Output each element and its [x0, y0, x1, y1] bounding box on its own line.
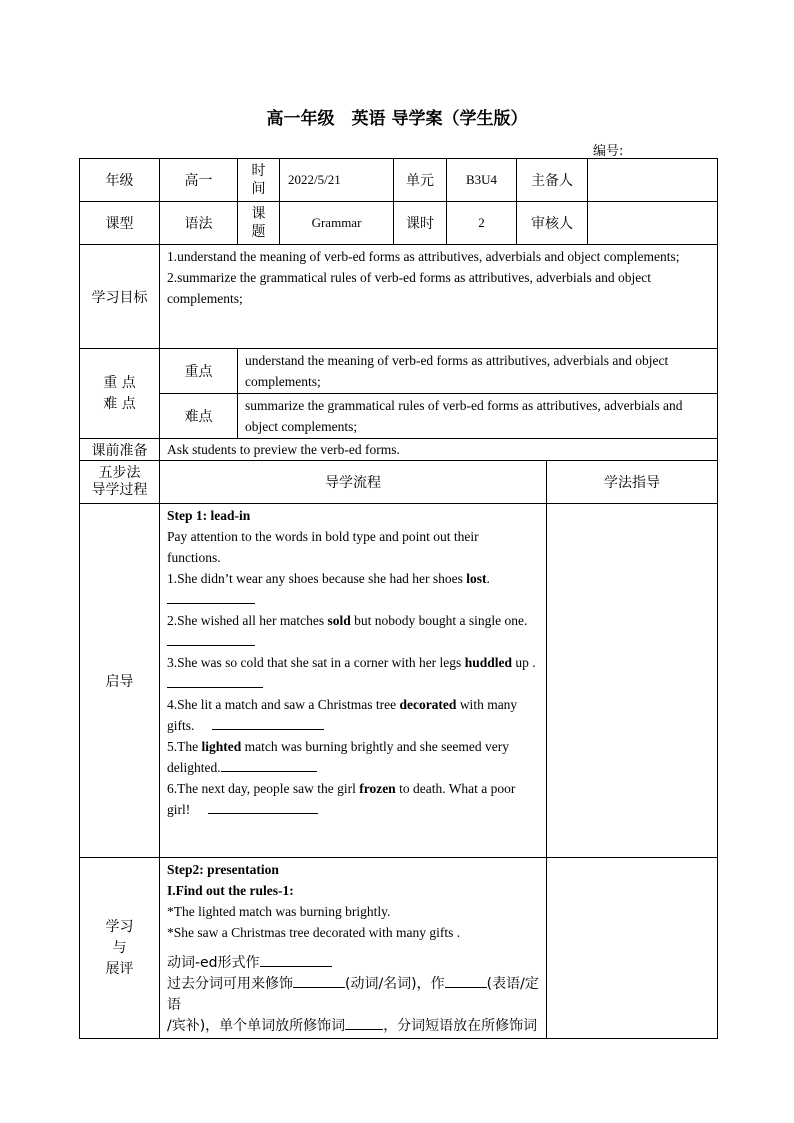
objective-1: 1.understand the meaning of verb-ed forms as attributives, adverbials and object complements;	[167, 249, 680, 264]
step1-answer-5[interactable]	[221, 758, 317, 772]
time-value: 2022/5/21	[280, 159, 394, 202]
type-value: 语法	[160, 202, 238, 245]
preparer-label: 主备人	[517, 159, 588, 202]
step1-sentence-4	[167, 694, 540, 736]
rule1-blank[interactable]	[260, 953, 332, 967]
reviewer-label: 审核人	[517, 202, 588, 245]
step1-sentence-6	[167, 778, 540, 820]
unit-label: 单元	[394, 159, 447, 202]
rule1-text: 动词-ed形式作	[167, 955, 260, 971]
key-point-label: 重点	[160, 349, 238, 394]
lesson-plan-table	[79, 158, 718, 1039]
key-difficult-label	[80, 349, 160, 439]
rule3-blank[interactable]	[345, 1016, 383, 1030]
s5-pre: 5.The	[167, 739, 202, 754]
step2-label-line2: 与	[112, 939, 127, 956]
s3-bold: huddled	[464, 655, 512, 670]
step2-rule-1	[167, 953, 540, 974]
step1-sentence-1	[167, 568, 540, 589]
s6-pre: 6.The next day, people saw the girl	[167, 781, 360, 796]
s6-post: to death. What a poor girl!	[167, 781, 516, 817]
s4-bold: decorated	[399, 697, 457, 712]
number-label: 编号:	[593, 144, 624, 159]
s2-pre: 2.She wished all her matches	[167, 613, 328, 628]
s2-bold: sold	[327, 613, 351, 628]
preparation-label: 课前准备	[80, 439, 160, 461]
step2-guide	[547, 858, 718, 1039]
objectives-text	[160, 245, 718, 349]
step2-label	[80, 858, 160, 1039]
key-label-line2: 难 点	[103, 395, 136, 412]
difficult-point-label: 难点	[160, 394, 238, 439]
step2-label-line3: 展评	[105, 960, 134, 977]
s2-post: but nobody bought a single one.	[350, 613, 528, 628]
preparer-value	[588, 159, 718, 202]
topic-label	[238, 202, 280, 245]
rule2a-text: 过去分词可用来修饰	[167, 976, 293, 992]
unit-value: B3U4	[447, 159, 517, 202]
key-point-text: understand the meaning of verb-ed forms as attributives, adverbials and object complements;	[238, 349, 718, 394]
key-label-line1: 重 点	[103, 374, 136, 391]
step1-sentence-3	[167, 652, 540, 673]
process-col1-header	[80, 461, 160, 504]
page-title: 高一年级 英语 导学案（学生版）	[266, 109, 528, 129]
s5-bold: lighted	[201, 739, 242, 754]
reviewer-value	[588, 202, 718, 245]
rule2-blank-a[interactable]	[293, 974, 345, 988]
grade-label: 年级	[80, 159, 160, 202]
process-col1-line2: 导学过程	[91, 482, 148, 498]
s4-post: with many gifts.	[167, 697, 518, 733]
process-col1-line1: 五步法	[98, 465, 141, 481]
rule2b-text: (动词/名词)，作	[345, 976, 445, 992]
step1-guide	[547, 504, 718, 858]
preparation-text: Ask students to preview the verb-ed forms.	[160, 439, 718, 461]
step2-subtitle: I.Find out the rules-1:	[167, 883, 294, 898]
process-col3-header: 学法指导	[547, 461, 718, 504]
step1-answer-6[interactable]	[208, 800, 318, 814]
objective-2: 2.summarize the grammatical rules of verb-ed forms as attributives, adverbials and object complements;	[167, 270, 651, 306]
topic-label-text: 课题	[251, 206, 266, 240]
s1-post: .	[486, 571, 490, 586]
step1-answer-2[interactable]	[167, 631, 540, 652]
s6-bold: frozen	[359, 781, 396, 796]
step1-answer-4[interactable]	[212, 716, 324, 730]
step1-answer-1[interactable]	[167, 589, 540, 610]
step2-label-line1: 学习	[105, 918, 134, 935]
step2-rule-2	[167, 974, 540, 1016]
step1-title: Step 1: lead-in	[167, 508, 251, 523]
step1-sentence-2	[167, 610, 540, 631]
s1-bold: lost	[466, 571, 487, 586]
type-label: 课型	[80, 202, 160, 245]
step1-content	[160, 504, 547, 858]
time-label	[238, 159, 280, 202]
difficult-point-text: summarize the grammatical rules of verb-ed forms as attributives, adverbials and object complements;	[238, 394, 718, 439]
hours-value: 2	[447, 202, 517, 245]
step1-intro: Pay attention to the words in bold type and point out their functions.	[167, 529, 479, 565]
step2-title: Step2: presentation	[167, 862, 279, 877]
step1-sentence-5	[167, 736, 540, 778]
s1-pre: 1.She didn’t wear any shoes because she had her shoes	[167, 571, 467, 586]
step2-example-2: *She saw a Christmas tree decorated with many gifts .	[167, 925, 461, 940]
objectives-label: 学习目标	[80, 245, 160, 349]
rule2-blank-b[interactable]	[445, 974, 487, 988]
rule3b-text: ，分词短语放在所修饰词	[383, 1018, 538, 1034]
step2-rule-3	[167, 1016, 540, 1037]
step2-example-1: *The lighted match was burning brightly.	[167, 904, 391, 919]
step1-answer-3[interactable]	[167, 673, 540, 694]
step1-label: 启导	[80, 504, 160, 858]
s3-pre: 3.She was so cold that she sat in a corner with her legs	[167, 655, 465, 670]
s3-post: up .	[511, 655, 536, 670]
rule2c-text: (表语/定语	[167, 976, 539, 1013]
process-col2-header: 导学流程	[160, 461, 547, 504]
s5-post: match was burning brightly and she seemed very delighted.	[167, 739, 509, 775]
rule3a-text: /宾补)，单个单词放所修饰词	[167, 1018, 346, 1034]
time-label-text: 时间	[251, 163, 266, 197]
topic-value: Grammar	[280, 202, 394, 245]
hours-label: 课时	[394, 202, 447, 245]
s4-pre: 4.She lit a match and saw a Christmas tree	[167, 697, 400, 712]
step2-content	[160, 858, 547, 1039]
grade-value: 高一	[160, 159, 238, 202]
